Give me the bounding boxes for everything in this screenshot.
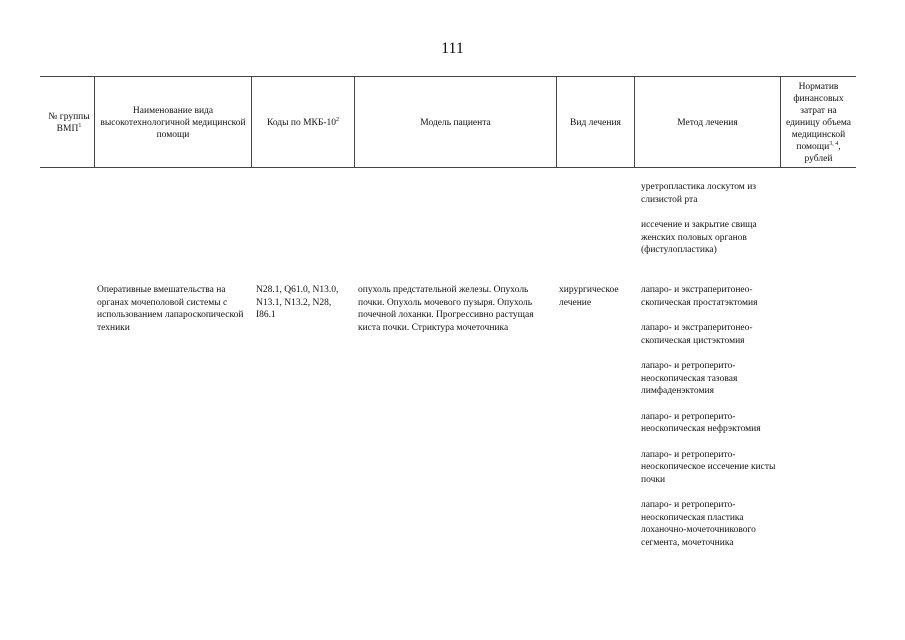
header-treatment-method: Метод лечения: [677, 117, 738, 128]
header-group-number: № группы ВМП$^1$: [48, 111, 90, 134]
icd-codes-cell: N28.1, Q61.0, N13.0, N13.1, N13.2, N28, I86.1: [256, 285, 339, 320]
treatment-type-cell: хирургическое лечение: [559, 285, 619, 308]
method-item: лапаро- и ретроперито-неоскопическое иссечение кисты почки: [641, 449, 776, 485]
method-item: лапаро- и ретроперито-неоскопическая нефрэктомия: [641, 411, 761, 434]
method-item: уретропластика лоскутом из слизистой рта: [641, 182, 757, 205]
header-cost-norm: Норматив финансовых затрат на единицу объема медицинской помощи$^{3, 4}$, рублей: [785, 81, 852, 164]
method-item: лапаро- и экстраперитонео-скопическая цистэктомия: [641, 323, 753, 346]
method-item: лапаро- и экстраперитонео-скопическая простатэктомия: [641, 285, 758, 308]
method-item: лапаро- и ретроперито-неоскопическая тазовая лимфаденэктомия: [641, 361, 738, 396]
header-patient-model: Модель пациента: [420, 117, 491, 128]
vmp-name-cell: Оперативные вмешательства на органах мочеполовой системы с использованием лапароскопической техники: [97, 285, 244, 333]
treatment-methods-cell: [641, 284, 779, 562]
method-item: лапаро- и ретроперито-неоскопическая пластика лоханочно-мочеточникового сегмента, мочеточника: [641, 500, 756, 548]
continued-methods: [641, 181, 779, 270]
patient-model-cell: опухоль предстательной железы. Опухоль почки. Опухоль мочевого пузыря. Опухоль почечной лоханки. Прогрессивно растущая киста почки. Стриктура мочеточника: [358, 285, 534, 333]
header-treatment-type: Вид лечения: [570, 117, 621, 128]
method-item: иссечение и закрытие свища женских половых органов (фистулопластика): [641, 220, 757, 255]
header-vmp-name: Наименование вида высокотехнологичной медицинской помощи: [100, 105, 246, 140]
header-icd-codes: Коды по МКБ-$10^2$: [266, 116, 340, 128]
page-number: 111: [441, 40, 464, 57]
